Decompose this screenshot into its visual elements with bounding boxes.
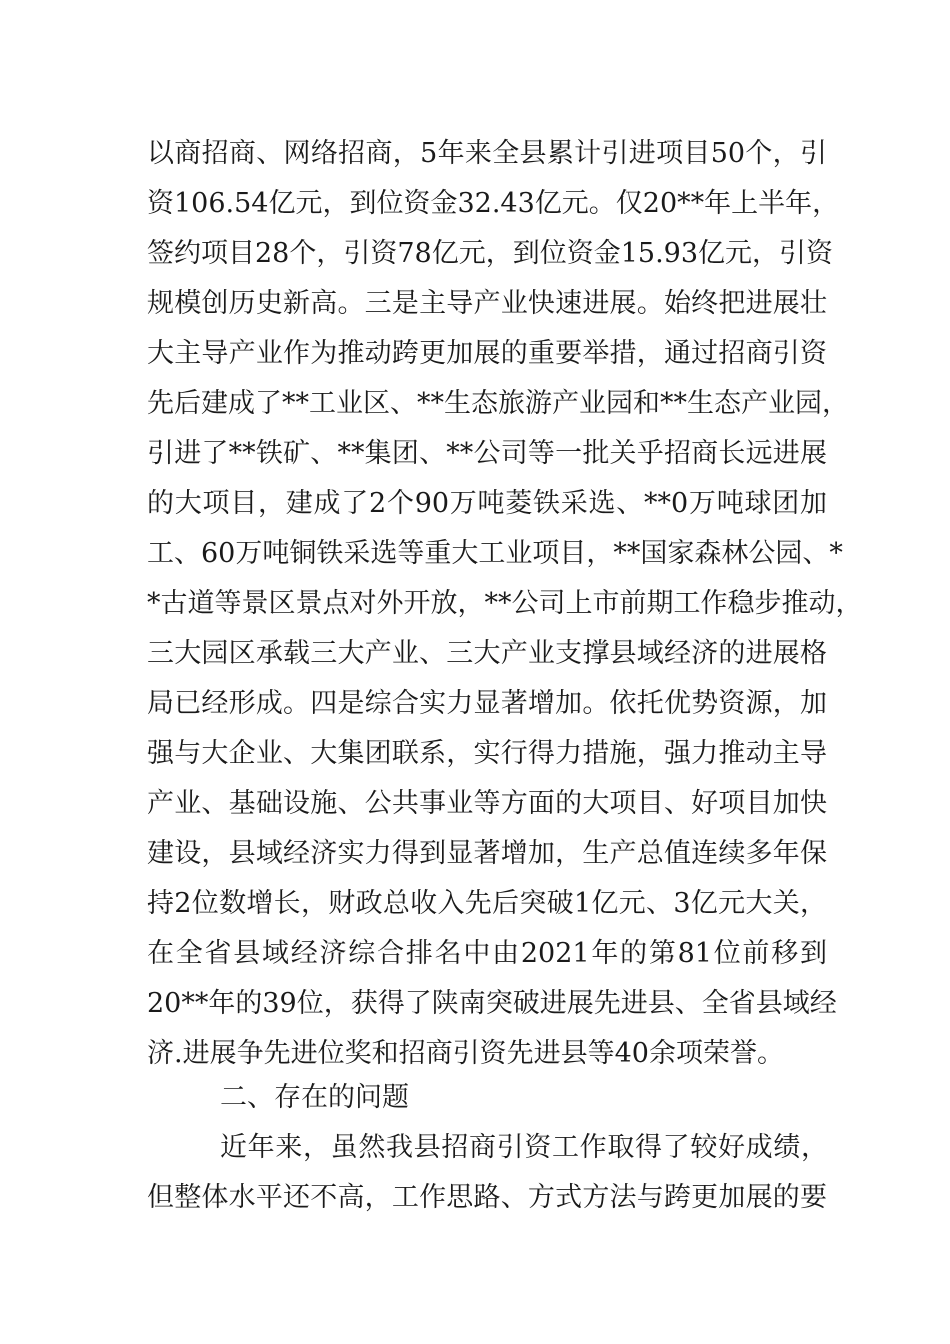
text-line: 以商招商、网络招商，5年来全县累计引进项目50个，引 [147,138,827,169]
text-line: 签约项目28个，引资78亿元，到位资金15.93亿元，引资 [147,238,834,269]
text-line: 在全省县域经济综合排名中由2021年的第81位前移到 [147,938,827,969]
text-line: 建设，县域经济实力得到显著增加，生产总值连续多年保 [147,838,827,869]
text-line: 持2位数增长，财政总收入先后突破1亿元、3亿元大关， [147,888,827,919]
text-line: 规模创历史新高。三是主导产业快速进展。始终把进展壮 [147,288,827,319]
text-line: 三大园区承载三大产业、三大产业支撑县域经济的进展格 [147,638,827,669]
text-line: 近年来，虽然我县招商引资工作取得了较好成绩， [220,1132,828,1163]
text-line: 工、60万吨铜铁采选等重大工业项目，**国家森林公园、* [147,538,843,569]
text-line: 20**年的39位，获得了陕南突破进展先进县、全省县域经 [147,988,837,1019]
text-line: 的大项目，建成了2个90万吨菱铁采选、**0万吨球团加 [147,488,827,519]
text-line: 产业、基础设施、公共事业等方面的大项目、好项目加快 [147,788,827,819]
text-line: 局已经形成。四是综合实力显著增加。依托优势资源，加 [147,688,827,719]
text-line: *古道等景区景点对外开放，**公司上市前期工作稳步推动， [147,588,863,619]
text-line: 济.进展争先进位奖和招商引资先进县等40余项荣誉。 [147,1038,784,1069]
section-heading: 二、存在的问题 [220,1082,409,1113]
text-line: 强与大企业、大集团联系，实行得力措施，强力推动主导 [147,738,827,769]
text-line: 引进了**铁矿、**集团、**公司等一批关乎招商长远进展 [147,438,827,469]
text-line: 大主导产业作为推动跨更加展的重要举措，通过招商引资 [147,338,827,369]
text-line: 资106.54亿元，到位资金32.43亿元。仅20**年上半年， [147,188,840,219]
text-line: 先后建成了**工业区、**生态旅游产业园和**生态产业园， [147,388,849,419]
text-line: 但整体水平还不高，工作思路、方式方法与跨更加展的要 [147,1182,827,1213]
